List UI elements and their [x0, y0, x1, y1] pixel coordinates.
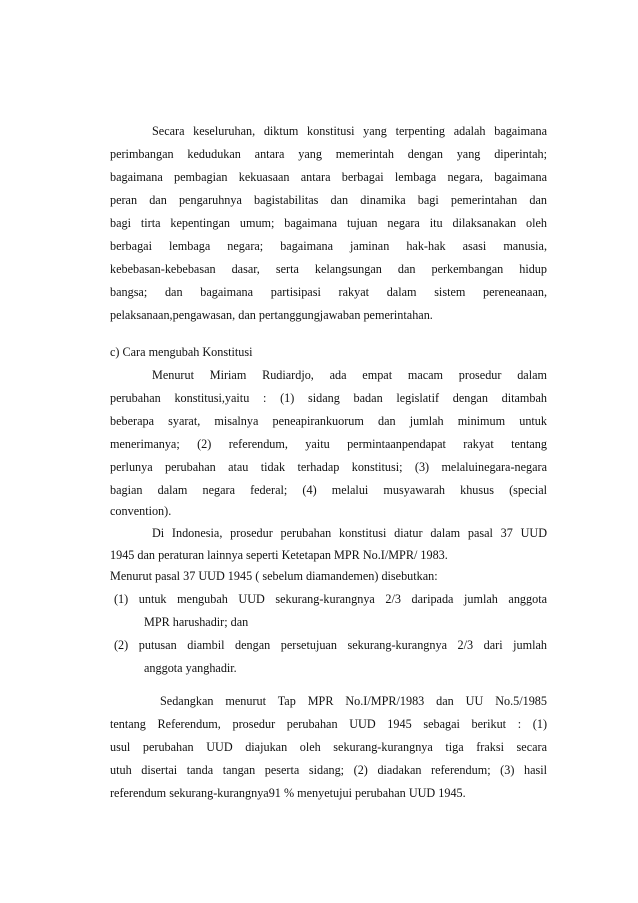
paragraph-4-line: tentang Referendum, prosedur perubahan UUD 1945 sebagai berikut : (1) [110, 717, 547, 731]
paragraph-2-line: perlunya perubahan atau tidak terhadap konstitusi; (3) melaluinegara-negara [110, 460, 547, 474]
paragraph-2-line: menerimanya; (2) referendum, yaitu permintaanpendapat rakyat tentang [110, 437, 547, 451]
paragraph-2-line: beberapa syarat, misalnya peneapirankuorum dan jumlah minimum untuk [110, 414, 547, 428]
paragraph-4-line: utuh disertai tanda tangan peserta sidang; (2) diadakan referendum; (3) hasil [110, 763, 547, 777]
paragraph-1-line: bangsa; dan bagaimana partisipasi rakyat dalam sistem pereneanaan, [110, 285, 547, 299]
paragraph-1-line: pelaksanaan,pengawasan, dan pertanggungjawaban pemerintahan. [110, 308, 433, 322]
paragraph-4-line: Sedangkan menurut Tap MPR No.I/MPR/1983 dan UU No.5/1985 [160, 694, 547, 708]
list-item-1-line: (1) untuk mengubah UUD sekurang-kurangnya 2/3 daripada jumlah anggota [114, 592, 547, 606]
list-item-2-line: (2) putusan diambil dengan persetujuan sekurang-kurangnya 2/3 dari jumlah [114, 638, 547, 652]
paragraph-4-line: referendum sekurang-kurangnya91 % menyetujui perubahan UUD 1945. [110, 786, 466, 800]
paragraph-2-line: bagian dalam negara federal; (4) melalui musyawarah khusus (special [110, 483, 547, 497]
paragraph-3-line: Di Indonesia, prosedur perubahan konstitusi diatur dalam pasal 37 UUD [152, 526, 547, 540]
paragraph-1-line: kebebasan-kebebasan dasar, serta kelangsungan dan perkembangan hidup [110, 262, 547, 276]
paragraph-1-line: bagaimana pembagian kekuasaan antara berbagai lembaga negara, bagaimana [110, 170, 547, 184]
paragraph-1-line: bagi tirta kepentingan umum; bagaimana tujuan negara itu dilaksanakan oleh [110, 216, 547, 230]
paragraph-1-line: berbagai lembaga negara; bagaimana jaminan hak-hak asasi manusia, [110, 239, 547, 253]
list-item-1-line: MPR harushadir; dan [144, 615, 249, 629]
paragraph-4-line: usul perubahan UUD diajukan oleh sekurang-kurangnya tiga fraksi secara [110, 740, 547, 754]
paragraph-1-line: perimbangan kedudukan antara yang memerintah dengan yang diperintah; [110, 147, 547, 161]
paragraph-3-line: 1945 dan peraturan lainnya seperti Ketetapan MPR No.I/MPR/ 1983. [110, 548, 448, 562]
paragraph-3-line: Menurut pasal 37 UUD 1945 ( sebelum diamandemen) disebutkan: [110, 569, 438, 583]
section-heading: c) Cara mengubah Konstitusi [110, 345, 253, 359]
paragraph-2-line: convention). [110, 504, 172, 518]
paragraph-2-line: perubahan konstitusi,yaitu : (1) sidang badan legislatif dengan ditambah [110, 391, 547, 405]
paragraph-2-line: Menurut Miriam Rudiardjo, ada empat macam prosedur dalam [152, 368, 547, 382]
paragraph-1-line: Secara keseluruhan, diktum konstitusi yang terpenting adalah bagaimana [152, 124, 547, 138]
list-item-2-line: anggota yanghadir. [144, 661, 237, 675]
paragraph-1-line: peran dan pengaruhnya bagistabilitas dan dinamika bagi pemerintahan dan [110, 193, 547, 207]
